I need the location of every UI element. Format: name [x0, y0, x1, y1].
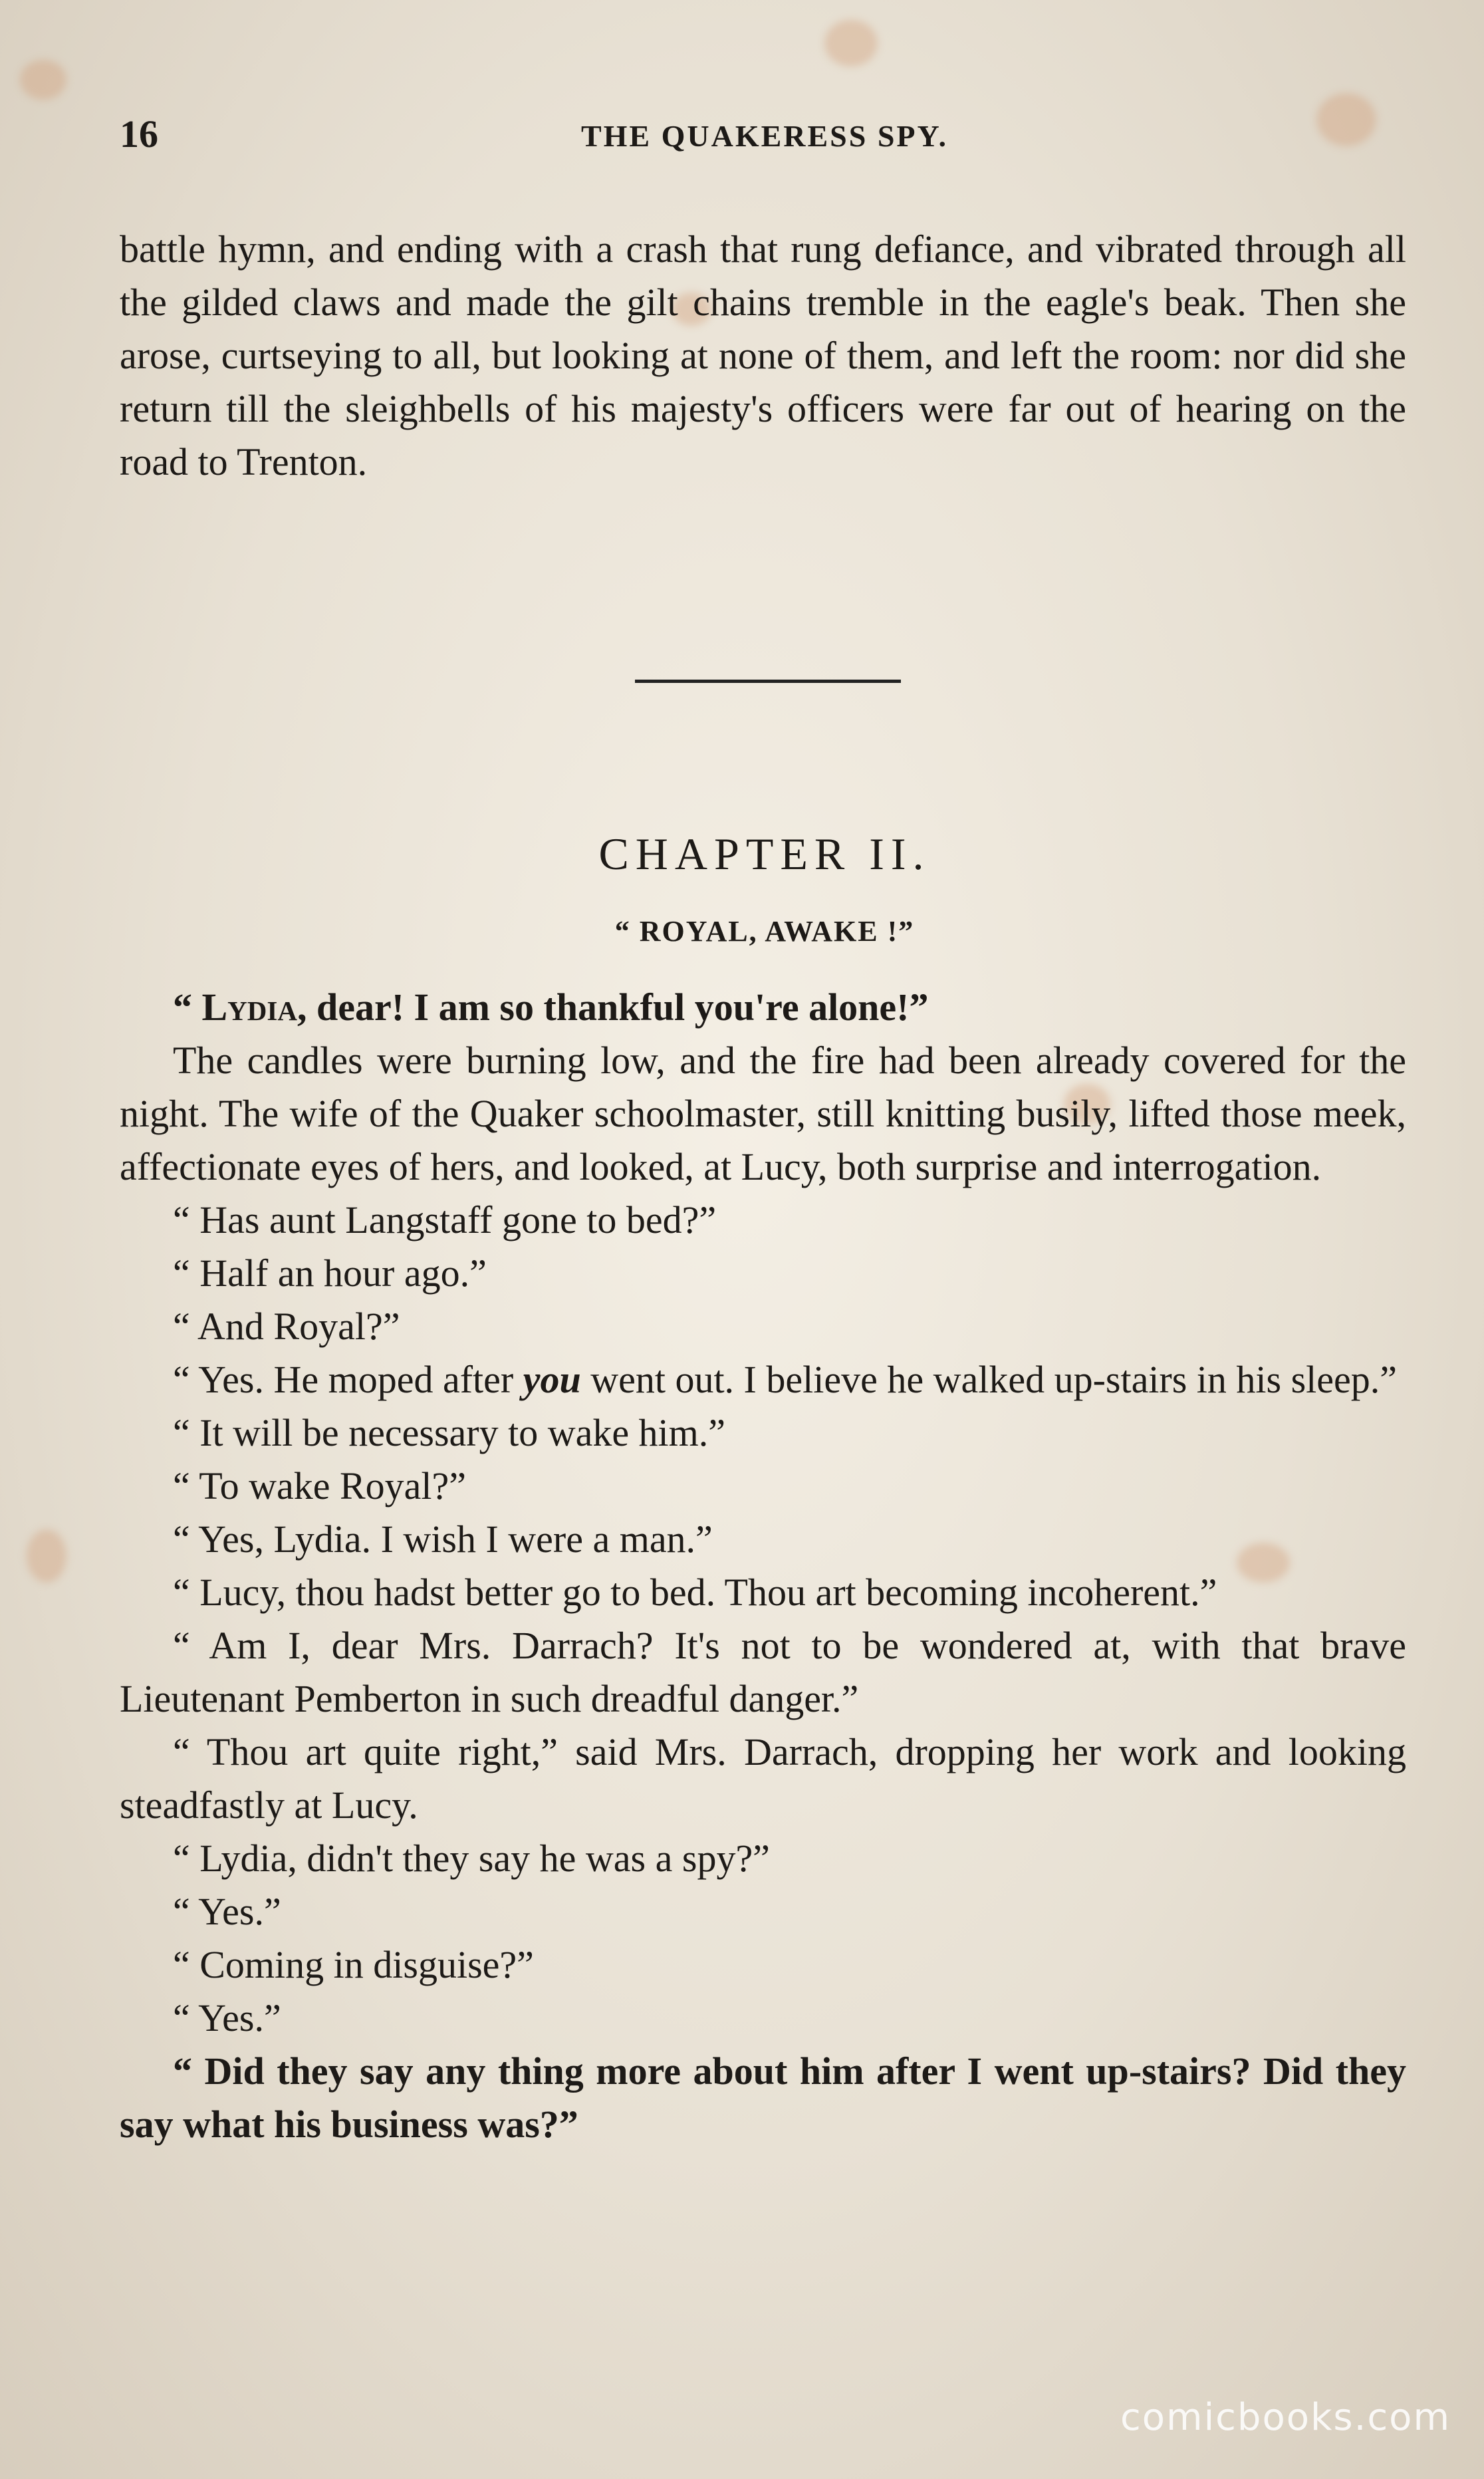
paragraph: “ Yes, Lydia. I wish I were a man.”	[173, 1517, 713, 1561]
paragraph: “ Coming in disguise?”	[173, 1943, 534, 1986]
foxing-spot	[20, 60, 66, 100]
yes-line-before: “ Yes. He moped after	[173, 1358, 523, 1401]
opening-line	[120, 981, 1406, 1034]
section-divider	[635, 680, 901, 683]
paragraph: “ Thou art quite right,” said Mrs. Darrach, dropping her work and looking steadfastly at Lucy.	[120, 1730, 1406, 1827]
text-block-before-chapter	[120, 223, 1406, 489]
running-title: THE QUAKERESS SPY.	[580, 119, 949, 153]
paragraph: “ Lydia, didn't they say he was a spy?”	[173, 1837, 770, 1880]
paragraph: “ And Royal?”	[173, 1305, 400, 1348]
paragraph	[120, 1353, 1406, 1406]
foxing-spot	[824, 20, 878, 66]
paragraph: “ Yes.”	[173, 1890, 281, 1933]
paragraph: battle hymn, and ending with a crash that rung defiance, and vibrated through all the gilded claws and made the gilt chains tremble in the eagle's beak. Then she arose, curtseying to all, but looking at none of them, and left the room: nor did she return till the sleighbells of his majesty's officers were far out of hearing on the road to Trenton.	[120, 227, 1406, 483]
paragraph: “ Lucy, thou hadst better go to bed. Thou art becoming incoherent.”	[173, 1571, 1217, 1614]
chapter-subtitle: “ ROYAL, AWAKE !”	[614, 915, 915, 948]
paragraph: “ Yes.”	[173, 1996, 281, 2039]
opening-quote: “	[173, 985, 202, 1029]
opening-rest: , dear! I am so thankful you're alone!”	[297, 985, 929, 1029]
foxing-spot	[27, 1529, 66, 1583]
paragraph: “ Has aunt Langstaff gone to bed?”	[173, 1198, 717, 1241]
page-header	[120, 112, 1410, 165]
yes-line-emphasis: you	[523, 1358, 581, 1401]
paragraph: “ Half an hour ago.”	[173, 1251, 487, 1295]
chapter-title: CHAPTER II.	[598, 829, 931, 879]
paragraph: “ It will be necessary to wake him.”	[173, 1411, 726, 1454]
paragraph: “ Am I, dear Mrs. Darrach? It's not to be wondered at, with that brave Lieutenant Pemberton in such dreadful danger.”	[120, 1624, 1406, 1720]
watermark: comicbooks.com	[1120, 2396, 1451, 2439]
yes-line-after: went out. I believe he walked up-stairs in his sleep.”	[580, 1358, 1398, 1401]
paragraph: “ Did they say any thing more about him after I went up-stairs? Did they say what his business was?”	[120, 2049, 1406, 2146]
paragraph: “ To wake Royal?”	[173, 1464, 466, 1507]
paragraph: The candles were burning low, and the fire had been already covered for the night. The wife of the Quaker schoolmaster, still knitting busily, lifted those meek, affectionate eyes of hers, and looked, at Lucy, both surprise and interrogation.	[120, 1039, 1406, 1188]
chapter-body	[120, 981, 1406, 2151]
opening-name: Lydia	[201, 985, 297, 1029]
page-number: 16	[120, 112, 158, 156]
